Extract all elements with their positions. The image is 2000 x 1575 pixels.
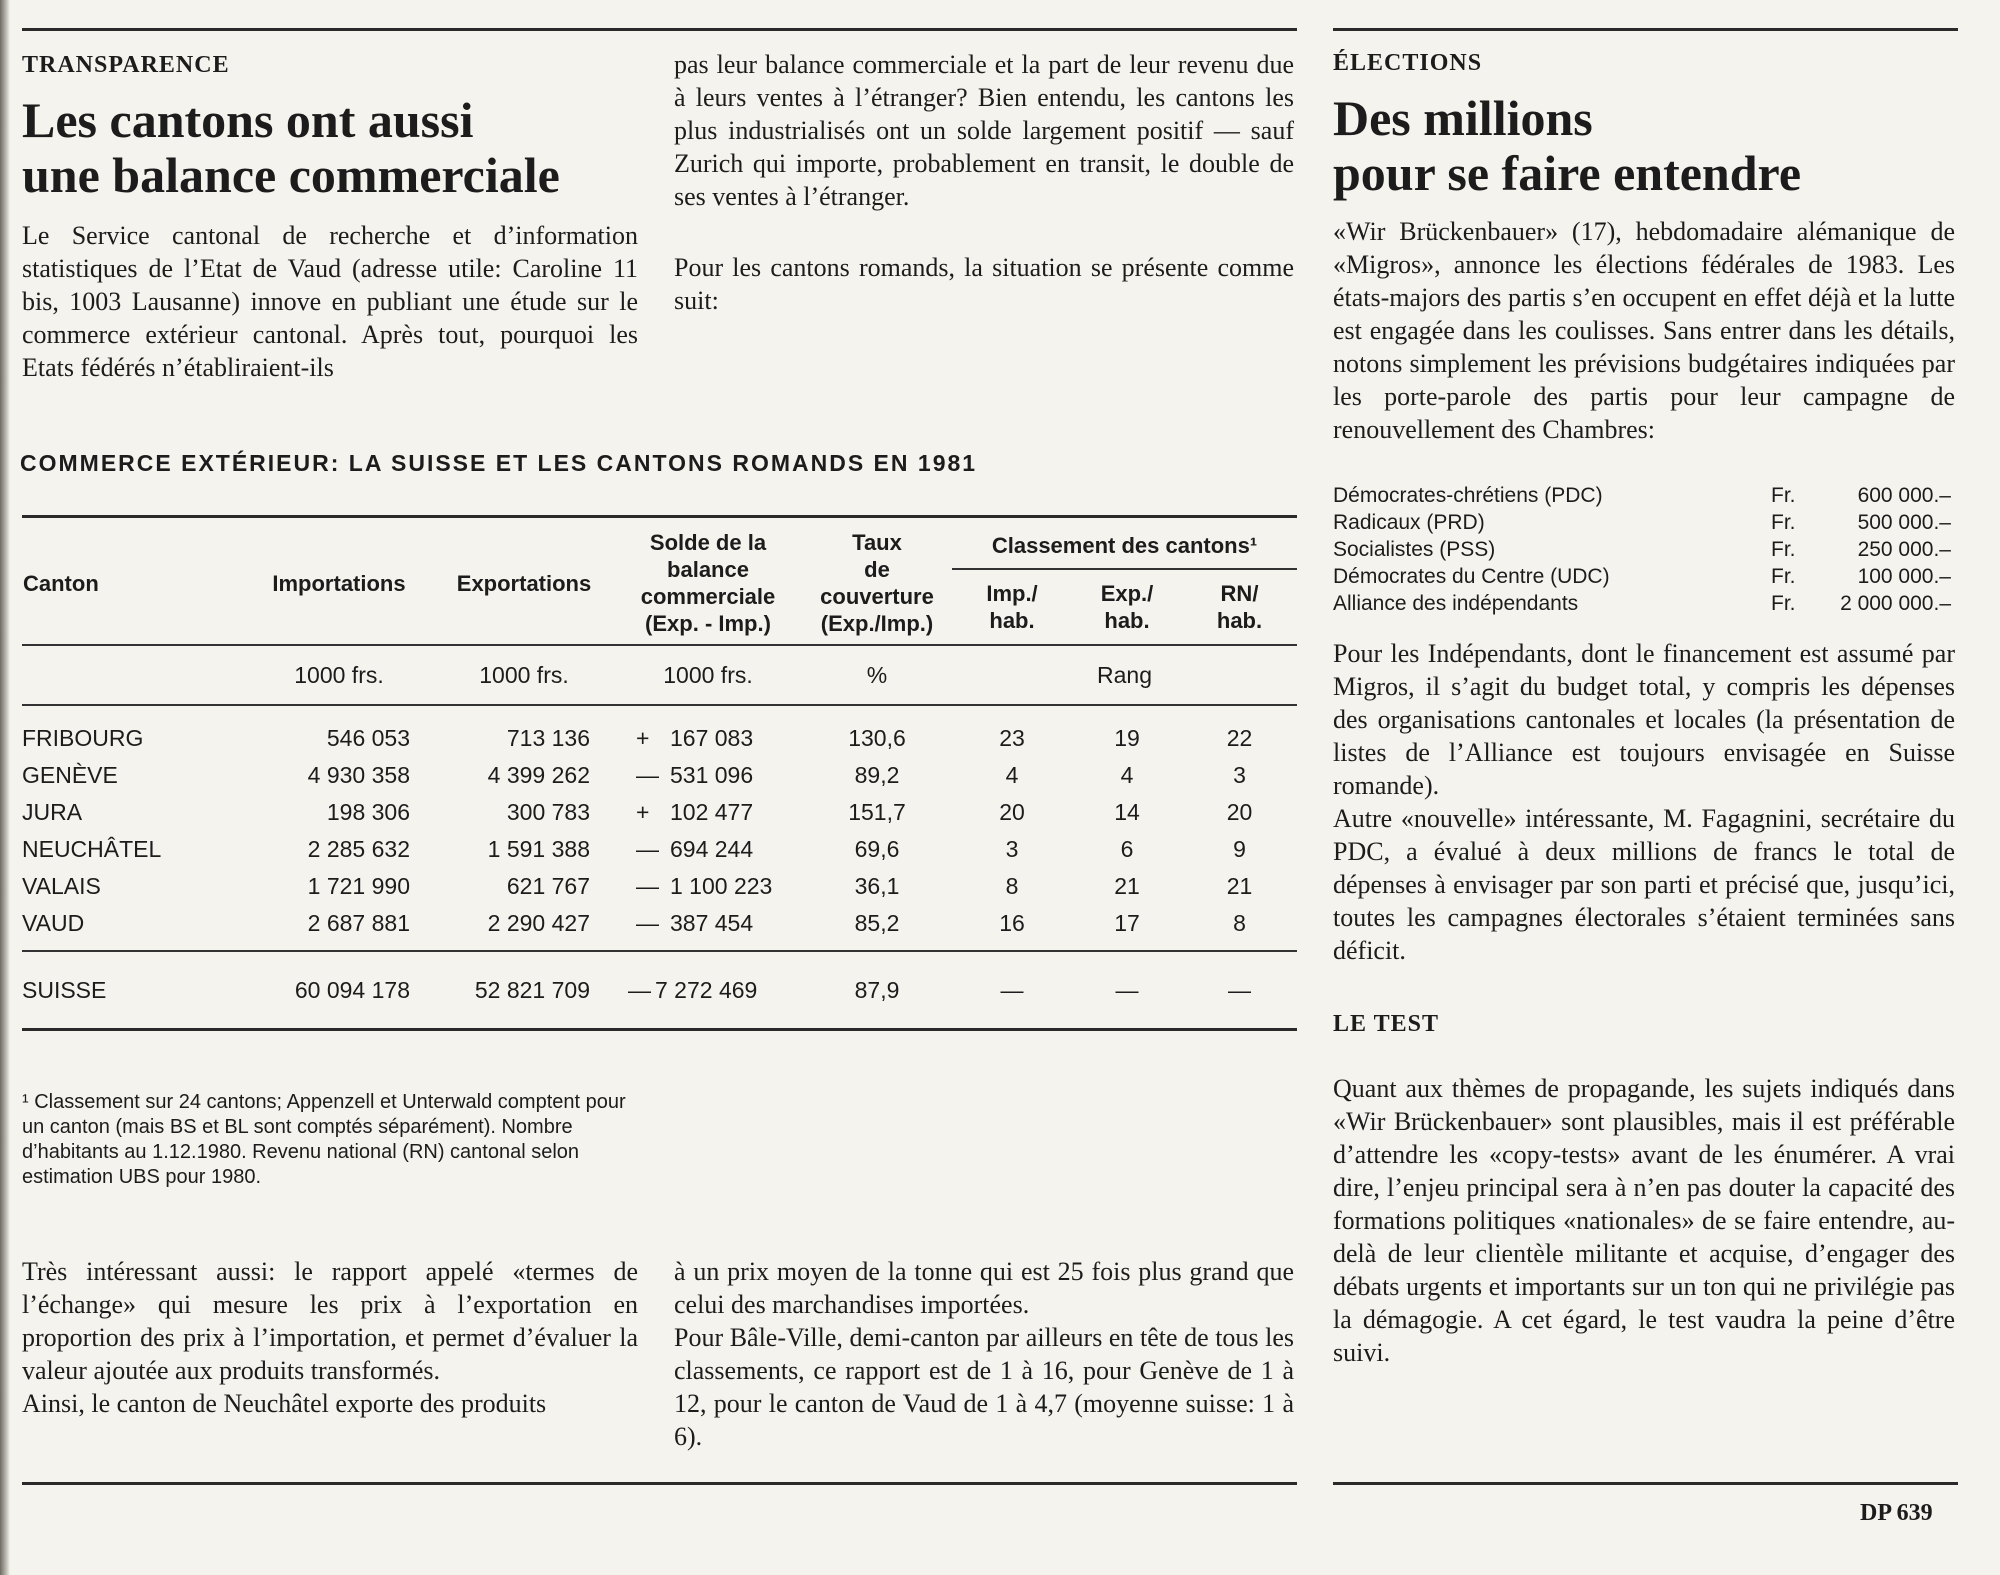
party-currency: Fr.	[1771, 511, 1796, 534]
total-imports: 60 094 178	[294, 976, 410, 1003]
party-currency: Fr.	[1771, 484, 1796, 507]
right-subhead: LE TEST	[1333, 1011, 1439, 1037]
cell-rn-rank: 20	[1226, 799, 1253, 825]
total-exports: 52 821 709	[474, 976, 590, 1003]
cell-imports: 546 053	[326, 725, 410, 751]
units-exports: 1000 frs.	[479, 661, 569, 688]
cell-rate: 130,6	[848, 725, 906, 751]
total-rn-rank: —	[1228, 976, 1251, 1003]
left-headline	[22, 93, 638, 203]
cell-imports: 2 687 881	[307, 910, 410, 936]
trade-table	[22, 522, 1297, 1031]
cell-exp-rank: 21	[1114, 873, 1140, 899]
cell-canton: GENÈVE	[22, 762, 118, 788]
cell-balance-sign: —	[636, 873, 659, 899]
table-row	[22, 794, 1297, 831]
cell-balance	[614, 757, 802, 794]
cell-rate: 151,7	[848, 799, 906, 825]
right-article	[1333, 50, 1955, 1369]
left-para-7: Pour Bâle-Ville, demi-canton par ailleurs en tête de tous les classements, ce rapport est de 1 à 16, pour Genève de 1 à 12, pour le canton de Vaud de 1 à 4,7 (moyenne suisse: 1 à 6).	[674, 1323, 1294, 1451]
party-amount: 2 000 000.–	[1840, 592, 1951, 615]
party-budget-row	[1333, 536, 1955, 563]
cell-balance	[614, 868, 802, 905]
party-currency: Fr.	[1771, 565, 1796, 588]
cell-balance-value: 694 244	[670, 836, 754, 862]
cell-exports: 621 767	[506, 873, 590, 899]
right-para-1: «Wir Brückenbauer» (17), hebdomadaire alémanique de «Migros», annonce les élections fédérales de 1983. Les états-majors des partis s’en occupent en effet déjà et la lutte est engagée dans les coulisses. Sans entrer dans les détails, notons simplement les prévisions budgétaires indiquées par les porte-parole des partis pour leur campagne de renouvellement des Chambres:	[1333, 217, 1955, 444]
table-spacer	[22, 705, 1297, 720]
cell-exports: 713 136	[506, 725, 590, 751]
left-para-1: Le Service cantonal de recherche et d’information statistiques de l’Etat de Vaud (adresse utile: Caroline 11 bis, 1003 Lausanne) innove en publiant une étude sur le commerce extérieur cantonal. Après tout, pourquoi les Etats fédérés n’établiraient-ils	[22, 221, 638, 382]
left-headline-line2: une balance commerciale	[22, 147, 560, 203]
right-para-4: Quant aux thèmes de propagande, les sujets indiqués dans «Wir Brückenbauer» sont plausibles, mais il est préférable d’attendre les «copy-tests» avant de les énumérer. A vrai dire, l’enjeu principal sera à n’en pas douter la capacité des formations politiques «nationales» de se faire entendre, au-delà de leur clientèle militante et acquise, d’engager des débats urgents et importants sur un ton qui ne privilégie pas la démagogie. A cet égard, le test vaudra la peine d’être suivi.	[1333, 1074, 1955, 1367]
cell-canton: JURA	[22, 799, 83, 825]
cell-rate: 36,1	[854, 873, 900, 899]
cell-exp-rank: 19	[1114, 725, 1140, 751]
col-header-rate	[802, 522, 952, 645]
cell-balance-value: 167 083	[670, 725, 754, 751]
left-para-3: Pour les cantons romands, la situation se présente comme suit:	[674, 253, 1294, 315]
left-para-4: Très intéressant aussi: le rapport appelé «termes de l’échange» qui mesure les prix à l’exportation en proportion des prix à l’importation, et permet d’évaluer la valeur ajoutée aux produits transformés.	[22, 1257, 638, 1385]
units-imports: 1000 frs.	[294, 661, 384, 688]
table-row	[22, 868, 1297, 905]
table-row	[22, 757, 1297, 794]
cell-exports: 1 591 388	[487, 836, 590, 862]
col-header-exports: Exportations	[456, 570, 592, 596]
left-headline-line1: Les cantons ont aussi	[22, 92, 474, 148]
party-name: Démocrates-chrétiens (PDC)	[1333, 484, 1603, 507]
left-para-2: pas leur balance commerciale et la part de leur revenu due à leurs ventes à l’étranger? Bien entendu, les cantons les plus industrialisés ont un solde largement positif — sauf Zurich qui importe, probablement en transit, le double de ses ventes à l’étranger.	[674, 50, 1294, 211]
cell-imp-rank: 3	[1005, 836, 1019, 862]
table-row	[22, 831, 1297, 868]
party-currency: Fr.	[1771, 592, 1796, 615]
cell-exports: 4 399 262	[487, 762, 590, 788]
col-header-rn-hab	[1182, 569, 1297, 645]
cell-balance-sign: —	[636, 910, 659, 936]
party-name: Alliance des indépendants	[1333, 592, 1579, 615]
cell-balance-sign: —	[636, 762, 659, 788]
total-canton: SUISSE	[22, 976, 107, 1003]
cell-rn-rank: 8	[1233, 910, 1246, 936]
party-amount: 600 000.–	[1857, 484, 1951, 507]
cell-balance-value: 387 454	[670, 910, 754, 936]
cell-balance-sign: —	[636, 836, 659, 862]
cell-exp-rank: 14	[1114, 799, 1140, 825]
total-balance-value: 7 272 469	[655, 976, 758, 1003]
cell-exports: 2 290 427	[487, 910, 590, 936]
party-amount: 250 000.–	[1857, 538, 1951, 561]
party-amount: 500 000.–	[1857, 511, 1951, 534]
cell-balance-value: 1 100 223	[670, 873, 773, 899]
cell-rate: 85,2	[854, 910, 900, 936]
bottom-rule-right	[1333, 1482, 1958, 1485]
exp-hab-l2: hab.	[1104, 608, 1150, 633]
units-canton	[22, 645, 244, 705]
party-budget-row	[1333, 590, 1955, 617]
cell-exp-rank: 17	[1114, 910, 1140, 936]
col-header-ranking: Classement des cantons¹	[952, 522, 1297, 569]
cell-exp-rank: 6	[1120, 836, 1134, 862]
imp-hab-l2: hab.	[989, 608, 1035, 633]
table-units-row	[22, 645, 1297, 705]
right-kicker: ÉLECTIONS	[1333, 50, 1483, 76]
units-rank: Rang	[1097, 661, 1152, 688]
cell-balance-value: 102 477	[670, 799, 754, 825]
cell-imp-rank: 4	[1005, 762, 1019, 788]
party-name: Démocrates du Centre (UDC)	[1333, 565, 1610, 588]
table-header-row-1	[22, 522, 1297, 569]
left-para-6: à un prix moyen de la tonne qui est 25 fois plus grand que celui des marchandises importées.	[674, 1257, 1294, 1319]
left-kicker: TRANSPARENCE	[22, 52, 230, 78]
party-name: Radicaux (PRD)	[1333, 511, 1485, 534]
cell-rn-rank: 3	[1233, 762, 1246, 788]
table-footnote: ¹ Classement sur 24 cantons; Appenzell et Unterwald comptent pour un canton (mais BS et BL sont comptés séparément). Nombre d’habitants au 1.12.1980. Revenu national (RN) cantonal selon estimation UBS pour 1980.	[22, 1091, 626, 1188]
cell-imports: 2 285 632	[307, 836, 410, 862]
balance-header-l2: balance	[667, 557, 749, 582]
balance-header-l1: Solde de la	[649, 530, 767, 555]
table-top-rule	[22, 515, 1297, 518]
cell-imports: 4 930 358	[307, 762, 410, 788]
total-rate: 87,9	[854, 976, 900, 1003]
cell-balance-sign: +	[636, 725, 650, 751]
page-reference: DP 639	[1860, 1500, 1933, 1526]
left-bottom-col2	[674, 1255, 1294, 1453]
cell-rate: 89,2	[854, 762, 900, 788]
cell-balance	[614, 720, 802, 757]
rate-header-l4: (Exp./Imp.)	[820, 611, 934, 636]
cell-imp-rank: 8	[1005, 873, 1019, 899]
cell-imp-rank: 20	[999, 799, 1025, 825]
cell-exports: 300 783	[506, 799, 590, 825]
right-headline-line2: pour se faire entendre	[1333, 145, 1802, 201]
page-binding-shadow	[0, 0, 10, 1575]
cell-balance-value: 531 096	[670, 762, 754, 788]
left-article-col2	[674, 48, 1294, 317]
right-headline-line1: Des millions	[1333, 90, 1593, 146]
bottom-rule-left	[22, 1482, 1297, 1485]
cell-rn-rank: 22	[1226, 725, 1253, 751]
units-rate: %	[866, 661, 888, 688]
rn-hab-l1: RN/	[1220, 581, 1259, 606]
balance-header-l3: commerciale	[640, 584, 776, 609]
total-imp-rank: —	[1000, 976, 1024, 1003]
cell-canton: FRIBOURG	[22, 725, 144, 751]
table-row	[22, 905, 1297, 942]
exp-hab-l1: Exp./	[1100, 581, 1154, 606]
cell-rate: 69,6	[854, 836, 900, 862]
col-header-canton: Canton	[23, 570, 99, 596]
col-header-imp-hab	[952, 569, 1072, 645]
cell-canton: VALAIS	[22, 873, 101, 899]
party-budget-list	[1333, 482, 1955, 617]
right-para-2: Pour les Indépendants, dont le financement est assumé par Migros, il s’agit du budget total, y compris les dépenses des organisations cantonales et locales (la présentation de listes de l’Alliance est toujours envisagée en Suisse romande).	[1333, 639, 1955, 800]
left-bottom-col1	[22, 1255, 638, 1420]
right-para-3: Autre «nouvelle» intéressante, M. Fagagnini, secrétaire du PDC, a évalué à deux millions de francs le total de dépenses à envisager par son parti et précisé que, jusqu’ici, toutes les campagnes électorales s’étaient terminées sans déficit.	[1333, 804, 1955, 965]
left-para-5: Ainsi, le canton de Neuchâtel exporte des produits	[22, 1389, 547, 1418]
cell-balance	[614, 831, 802, 868]
party-budget-row	[1333, 482, 1955, 509]
imp-hab-l1: Imp./	[986, 581, 1038, 606]
top-rule-right	[1333, 28, 1958, 31]
table-spacer-2	[22, 942, 1297, 951]
units-balance: 1000 frs.	[663, 661, 753, 688]
cell-rn-rank: 21	[1226, 873, 1253, 899]
cell-imp-rank: 16	[999, 910, 1025, 936]
total-balance-sign: —	[628, 976, 651, 1003]
party-name: Socialistes (PSS)	[1333, 538, 1496, 561]
cell-balance-sign: +	[636, 799, 650, 825]
cell-balance	[614, 794, 802, 831]
right-headline	[1333, 91, 1955, 201]
party-budget-row	[1333, 563, 1955, 590]
left-article-col1	[22, 52, 638, 384]
cell-imports: 198 306	[326, 799, 410, 825]
cell-exp-rank: 4	[1120, 762, 1134, 788]
total-balance	[614, 951, 802, 1030]
cell-rn-rank: 9	[1233, 836, 1246, 862]
cell-canton: VAUD	[22, 910, 85, 936]
col-header-balance	[614, 522, 802, 645]
balance-header-l4: (Exp. - Imp.)	[645, 611, 771, 636]
party-amount: 100 000.–	[1857, 565, 1951, 588]
party-budget-row	[1333, 509, 1955, 536]
party-currency: Fr.	[1771, 538, 1796, 561]
rate-header-l1: Taux	[852, 530, 902, 555]
cell-canton: NEUCHÂTEL	[22, 836, 162, 862]
cell-balance	[614, 905, 802, 942]
table-row	[22, 720, 1297, 757]
col-header-exp-hab	[1072, 569, 1182, 645]
rn-hab-l2: hab.	[1216, 608, 1263, 633]
rate-header-l3: couverture	[820, 584, 934, 609]
cell-imports: 1 721 990	[307, 873, 410, 899]
cell-imp-rank: 23	[999, 725, 1025, 751]
col-header-imports: Importations	[272, 570, 406, 596]
table-caption: COMMERCE EXTÉRIEUR: LA SUISSE ET LES CANTONS ROMANDS EN 1981	[20, 450, 978, 476]
table-total-row	[22, 951, 1297, 1030]
rate-header-l2: de	[864, 557, 890, 582]
top-rule-left	[22, 28, 1297, 31]
total-exp-rank: —	[1115, 976, 1139, 1003]
